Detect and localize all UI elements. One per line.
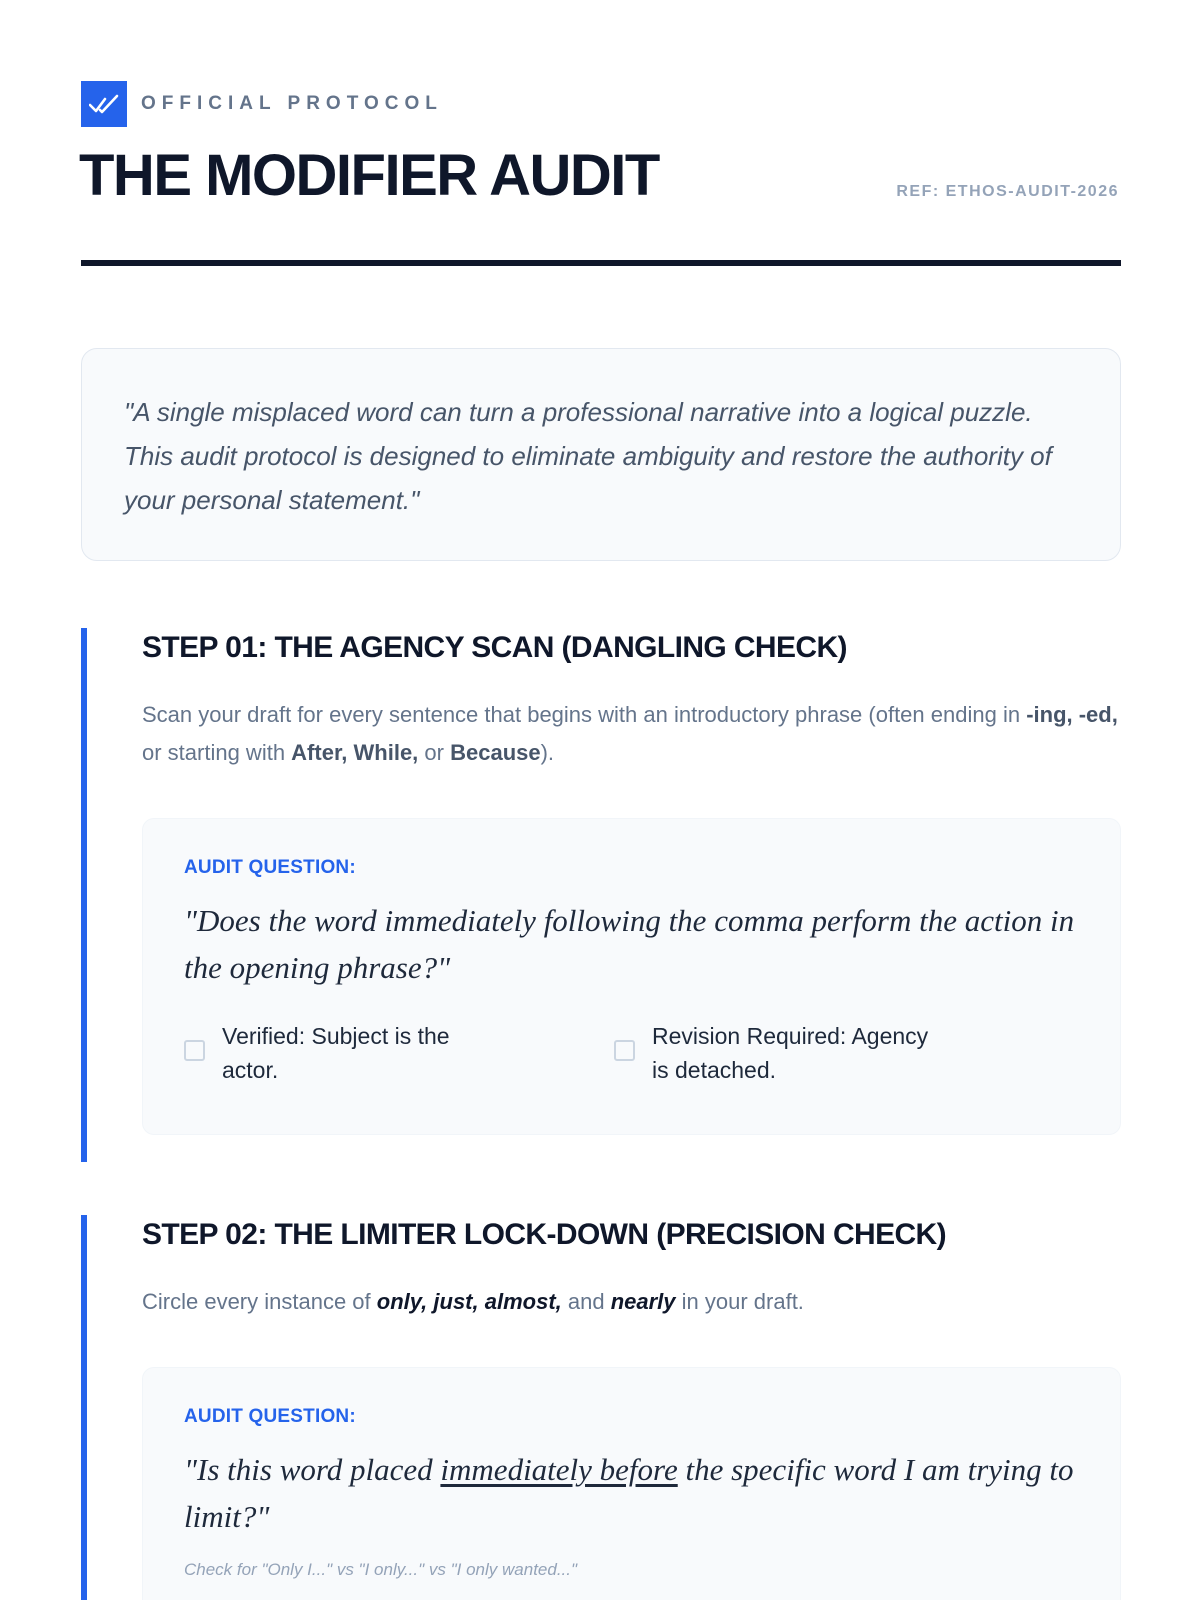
audit-question-box — [142, 1367, 1121, 1600]
audit-options — [184, 1019, 1080, 1087]
eyebrow-label: OFFICIAL PROTOCOL — [141, 93, 443, 114]
audit-label: AUDIT QUESTION: — [184, 857, 356, 878]
audit-question-box — [142, 818, 1121, 1135]
option-revision-required[interactable] — [614, 1019, 1044, 1087]
option-label: Verified: Subject is the actor. — [222, 1023, 450, 1083]
intro-quote: "A single misplaced word can turn a professional narrative into a logical puzzle. This audit protocol is designed to eliminate ambiguity and restore the authority of your personal statement." — [124, 397, 1052, 515]
option-verified[interactable] — [184, 1019, 614, 1087]
verified-checkbox[interactable] — [184, 1040, 205, 1061]
step-description: Circle every instance of only, just, almost, and nearly in your draft. — [142, 1289, 804, 1314]
intro-quote-card — [81, 348, 1121, 561]
reference-code: REF: ETHOS-AUDIT-2026 — [896, 183, 1119, 200]
double-check-icon — [81, 81, 127, 127]
header-divider — [81, 260, 1121, 266]
step-01 — [81, 628, 1121, 1162]
step-title: STEP 01: THE AGENCY SCAN (DANGLING CHECK) — [142, 631, 847, 664]
audit-hint: Check for "Only I..." vs "I only..." vs "I only wanted..." — [184, 1560, 578, 1579]
header-eyebrow — [81, 81, 443, 127]
page-title: THE MODIFIER AUDIT — [79, 143, 659, 208]
audit-question: "Does the word immediately following the comma perform the action in the opening phrase?" — [184, 903, 1075, 985]
option-label: Revision Required: Agency is detached. — [652, 1023, 929, 1083]
step-title: STEP 02: THE LIMITER LOCK-DOWN (PRECISION CHECK) — [142, 1218, 947, 1251]
audit-question: "Is this word placed immediately before the specific word I am trying to limit?" — [184, 1452, 1074, 1534]
revision-checkbox[interactable] — [614, 1040, 635, 1061]
step-description: Scan your draft for every sentence that begins with an introductory phrase (often ending in -ing, -ed, or starting with After, While, or Because). — [142, 702, 1118, 765]
audit-label: AUDIT QUESTION: — [184, 1406, 356, 1427]
step-02 — [81, 1215, 1121, 1600]
